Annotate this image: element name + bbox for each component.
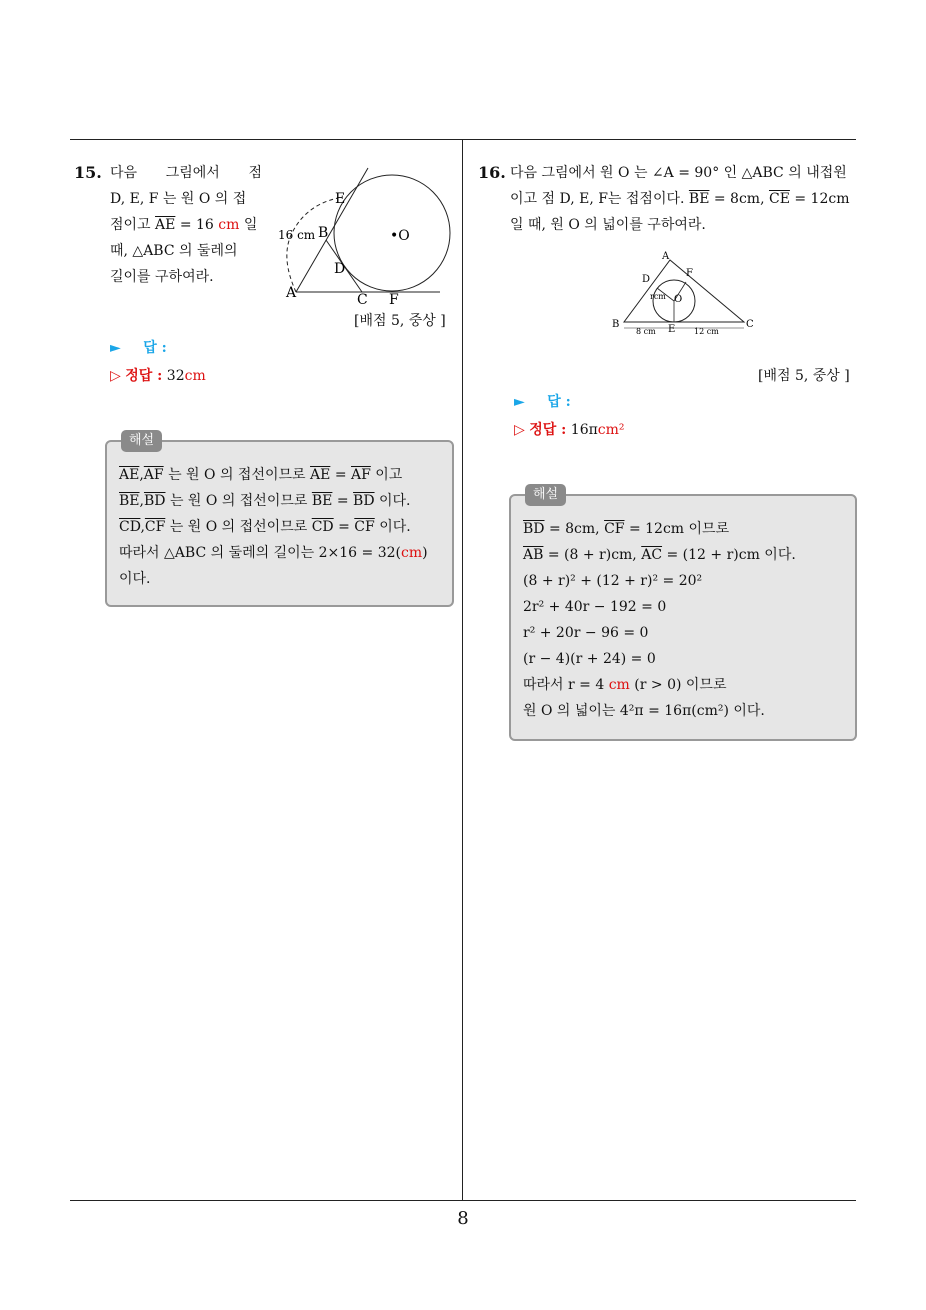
q16-explain-line8: 원 O 의 넓이는 4²π = 16π(cm²) 이다. [523,703,765,719]
q15-explain-line3: $\overline{CD},\overline{CF}$ 는 원 O 의 접선이므로 $\overline{CD} = \overline{CF}$ 이다. [119,519,411,535]
q16-explain-line6: (r − 4)(r + 24) = 0 [523,651,656,667]
q15-explain-line4: 따라서 △ABC 의 둘레의 길이는 2×16 = 32(cm) [119,545,428,561]
answer-arrow-icon: ► [110,340,121,356]
q16-explain-line3: (8 + r)² + (12 + r)² = 20² [523,573,703,589]
q15-correct-value: 32 [166,368,185,384]
q15-line2: D, E, F 는 원 O 의 접 [110,191,247,207]
q15-explain-line1: $\overline{AE},\overline{AF}$ 는 원 O 의 접선이므로 $\overline{AE} = \overline{AF}$ 이고 [119,467,403,483]
q16-label-b: B [612,319,620,330]
q15-line3: 점이고 $\overline{AE} = 16$ cm 일 [110,217,258,233]
q16-label-c: C [746,319,754,330]
q15-line1: 다음 그림에서 점 [110,165,262,181]
column-divider [462,139,463,1201]
q16-score: [배점 5, 중상 ] [758,368,850,384]
q16-correct-label: 정답 : [529,422,567,438]
q15-label-b: B [318,225,329,241]
q15-label-len: 16 cm [278,228,316,242]
correct-triangle-icon: ▷ [110,368,121,384]
q16-label-ce: 12 cm [694,327,719,336]
q15-number: 15. [74,163,102,182]
q15-figure [272,165,462,310]
q16-correct-unit: cm² [597,422,625,438]
q16-label-o: O [674,294,683,305]
q16-answer-label: 답 : [547,394,571,410]
q16-label-a: A [662,251,670,262]
q15-correct-label: 정답 : [125,368,163,384]
q16-explain-line1: $\overline{BD} = 8cm$, $\overline{CF} = 12cm$ 이므로 [523,521,730,537]
q16-explain-tag: 해설 [525,484,566,506]
q15-answer-row [110,335,167,361]
q16-correct-value: 16π [570,422,598,438]
q16-label-d: D [642,274,651,285]
q16-explain-line7: 따라서 r = 4 cm (r > 0) 이므로 [523,677,727,693]
q15-explain-tag: 해설 [121,430,162,452]
q16-explanation-box [509,487,857,741]
q15-correct-row [110,363,206,389]
answer-arrow-icon: ► [514,394,525,410]
q16-correct-row [514,417,625,443]
q16-line3: 일 때, 원 O 의 넓이를 구하여라. [510,217,706,233]
q16-label-r: rcm [650,292,666,301]
q16-explain-line4: 2r² + 40r − 192 = 0 [523,599,667,615]
q15-label-o: •O [390,228,410,244]
q15-label-d: D [334,261,346,277]
q15-label-e: E [335,191,346,207]
q15-label-a: A [286,285,297,301]
q16-explain-line2: $\overline{AB} = (8 + r)cm$, $\overline{AC} = (12 + r)cm$ 이다. [523,547,796,563]
q15-line4: 때, △ABC 의 둘레의 [110,243,238,259]
q15-explain-line5: 이다. [119,571,151,587]
q16-number: 16. [478,163,506,182]
page-number: 8 [457,1208,469,1229]
q15-label-f: F [389,292,399,308]
q15-question [110,160,262,290]
q15-explanation-box [105,433,454,607]
q16-label-e: E [668,324,676,335]
q15-line5: 길이를 구하여라. [110,269,214,285]
q16-explain-line5: r² + 20r − 96 = 0 [523,625,649,641]
q15-label-c: C [357,292,368,308]
top-rule [70,139,856,140]
q16-label-f: F [686,268,693,279]
q16-line1: 다음 그림에서 원 O 는 ∠A = 90° 인 △ABC 의 내접원 [510,165,847,181]
q15-answer-label: 답 : [143,340,167,356]
q15-correct-unit: cm [184,368,206,384]
q16-question [510,160,860,238]
q15-score: [배점 5, 중상 ] [354,313,446,329]
bottom-rule [70,1200,856,1201]
q16-line2: 이고 점 D, E, F는 접점이다. $\overline{BE} = 8cm$, $\overline{CE} = 12cm$ [510,191,850,207]
q16-answer-row [514,389,571,415]
correct-triangle-icon: ▷ [514,422,525,438]
q16-figure [608,250,760,338]
q15-explain-line2: $\overline{BE},\overline{BD}$ 는 원 O 의 접선이므로 $\overline{BE} = \overline{BD}$ 이다. [119,493,411,509]
q16-label-be: 8 cm [636,327,656,336]
